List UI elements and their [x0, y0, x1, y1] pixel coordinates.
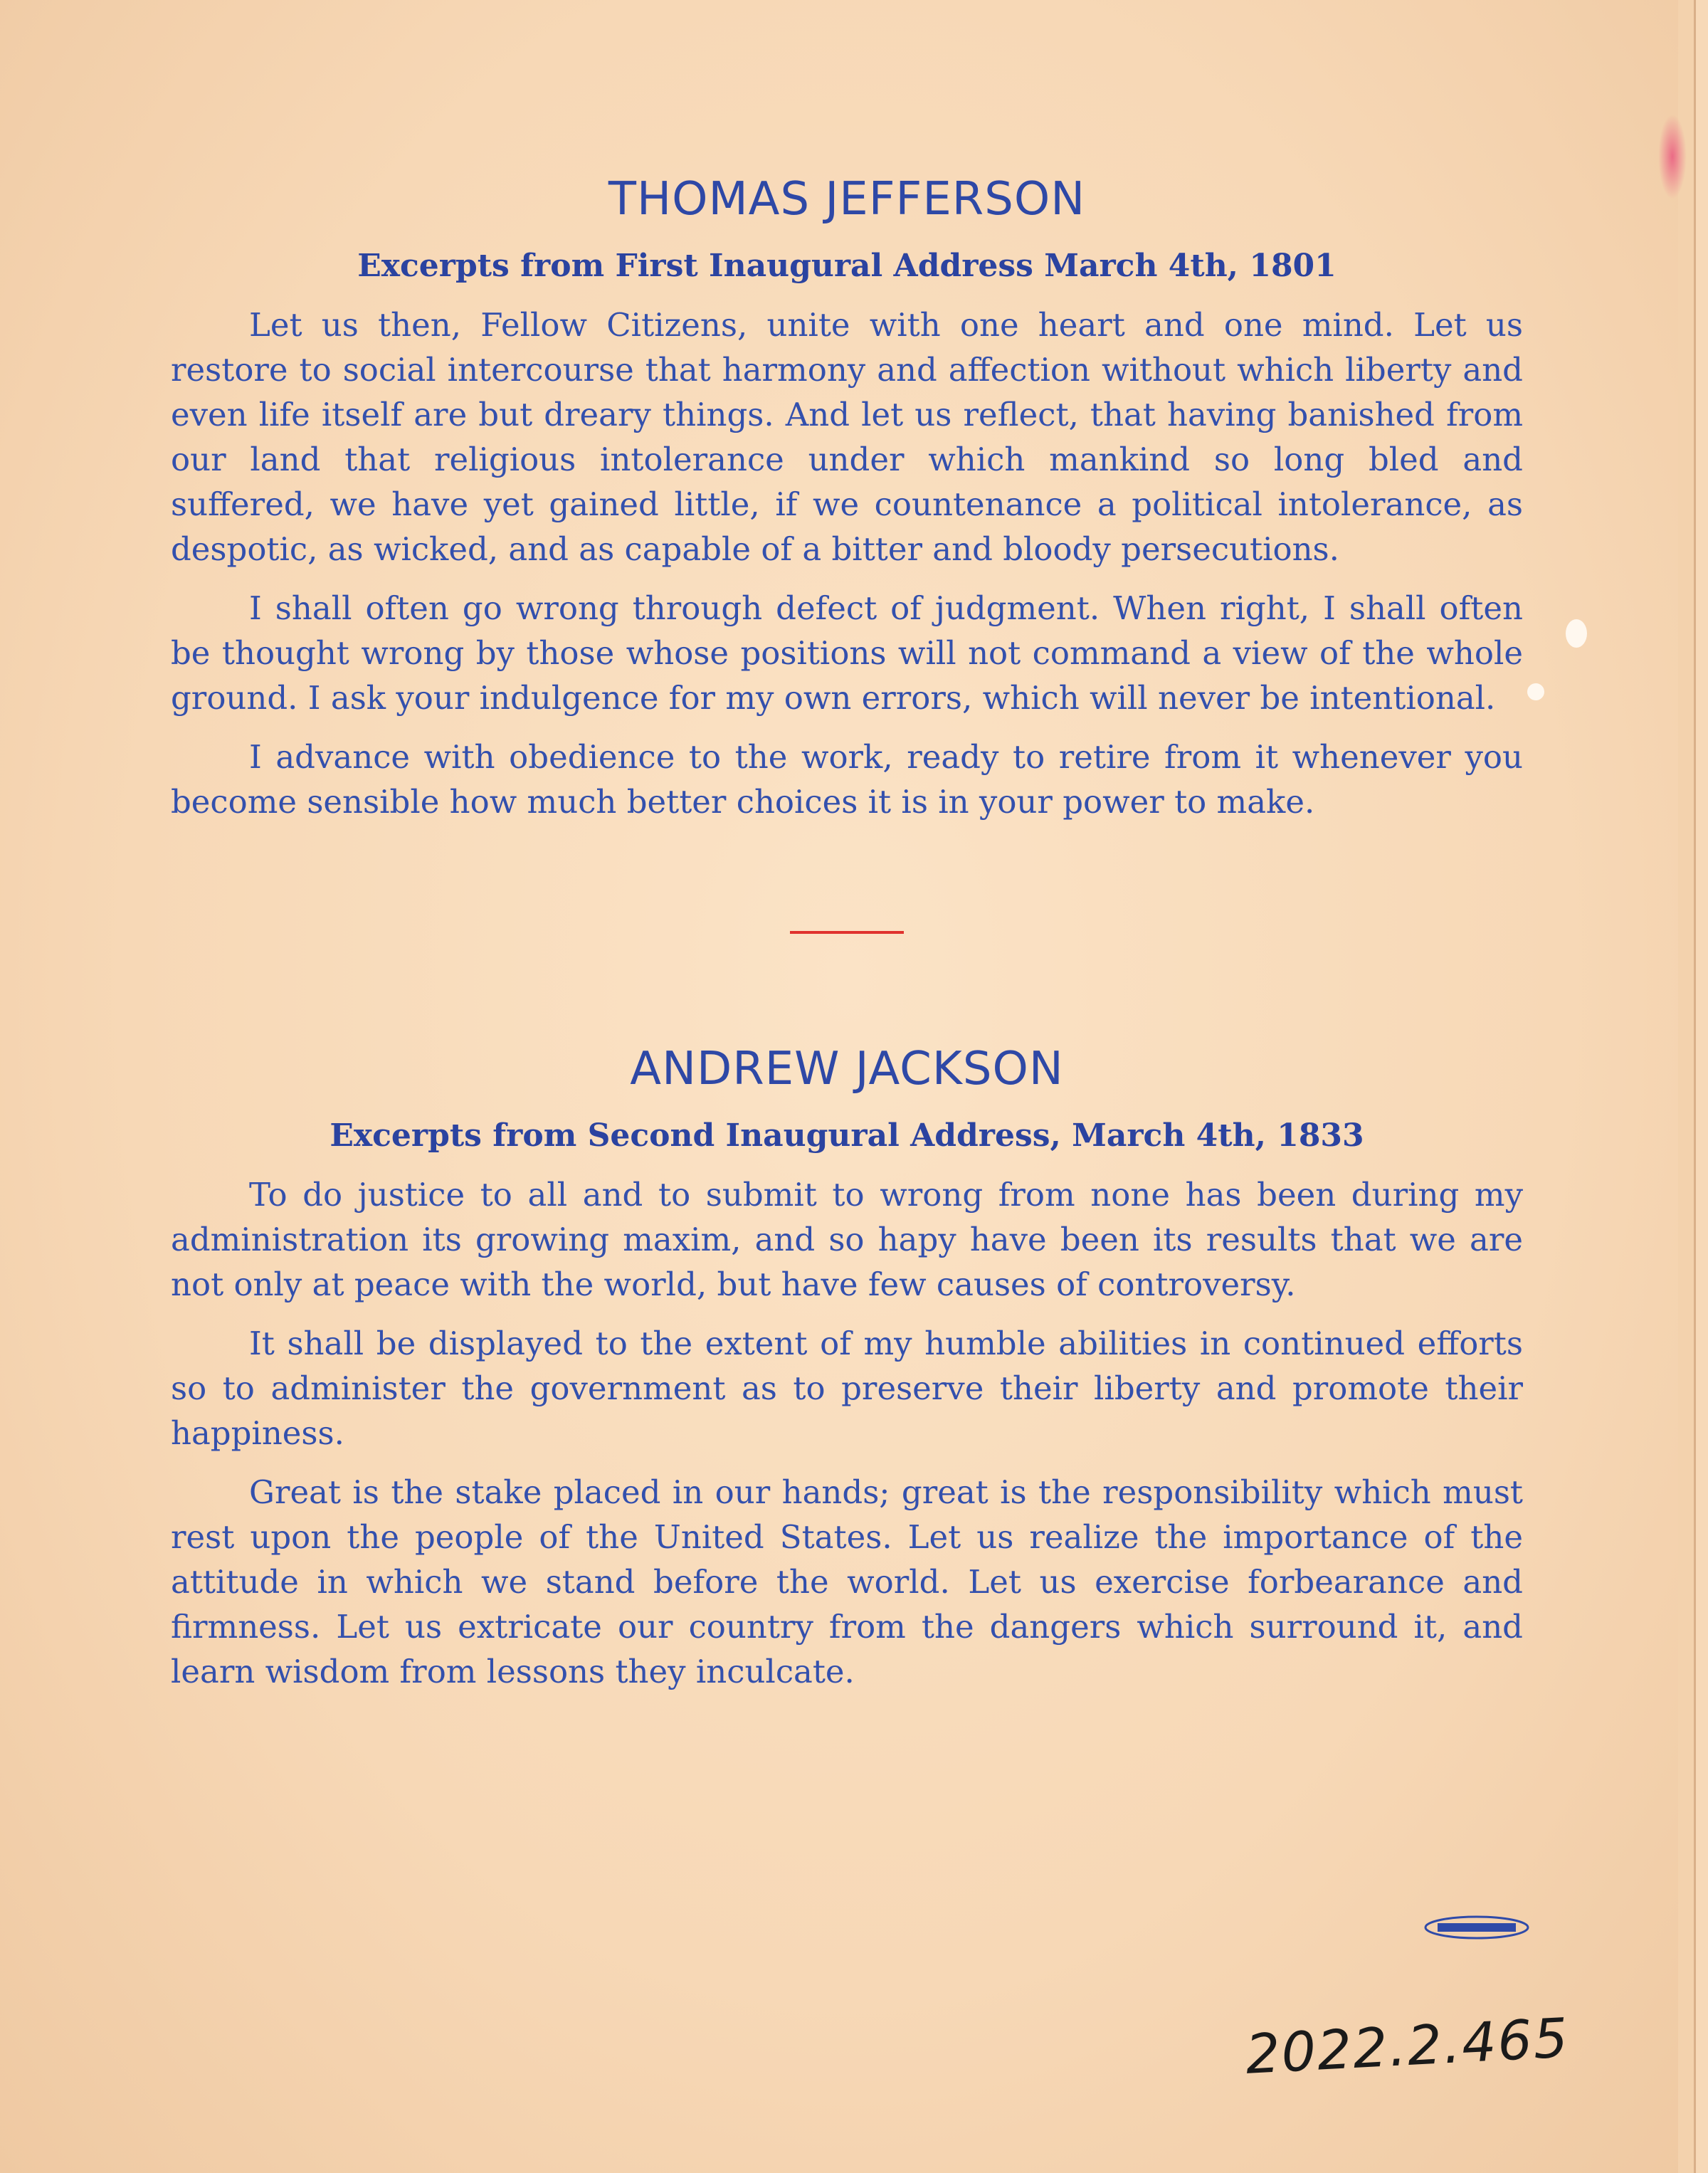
ink-stain — [1658, 114, 1687, 199]
paragraph: To do justice to all and to submit to wrong from none has been during my administration its growing maxim, and so hapy have been its results that we are not only at peace with the world, but have few causes of controversy. — [171, 1176, 1523, 1303]
paragraph: I shall often go wrong through defect of judgment. When right, I shall often be thought wrong by those whose positions will not command a view of the whole ground. I ask your indulgence for my own errors, which will never be intentional. — [171, 589, 1523, 717]
union-label-mark — [1423, 1915, 1530, 1940]
paragraph: I advance with obedience to the work, ready to retire from it whenever you become sensible how much better choices it is in your power to make. — [171, 738, 1523, 821]
paragraph: Let us then, Fellow Citizens, unite with one heart and one mind. Let us restore to social intercourse that harmony and affection without which liberty and even life itself are but dreary things. And let us reflect, that having banished from our land that religious intolerance under which mankind so long bled and suffered, we have yet gained little, if we countenance a political intolerance, as despotic, as wicked, and as capable of a bitter and bloody persecutions. — [171, 306, 1523, 568]
section-title: ANDREW JACKSON — [630, 1043, 1064, 1095]
section-title: THOMAS JEFFERSON — [608, 173, 1086, 226]
paper-blemish — [1566, 619, 1587, 648]
jackson-section — [171, 1041, 1523, 1694]
section-subtitle: Excerpts from Second Inaugural Address, March 4th, 1833 — [330, 1117, 1364, 1154]
paper-blemish — [1527, 683, 1544, 700]
paper-edge — [1678, 0, 1694, 2173]
section-subtitle: Excerpts from First Inaugural Address March 4th, 1801 — [357, 248, 1337, 284]
document-content — [171, 171, 1523, 1708]
paragraph: Great is the stake placed in our hands; great is the responsibility which must rest upon the people of the United States. Let us realize the importance of the attitude in which we stand before the world. Let us exercise forbearance and firmness. Let us extricate our country from the dangers which surround it, and learn wisdom from lessons they inculcate. — [171, 1473, 1523, 1690]
paragraph: It shall be displayed to the extent of my humble abilities in continued efforts so to administer the government as to preserve their liberty and promote their happiness. — [171, 1325, 1523, 1452]
jefferson-section — [171, 171, 1523, 824]
accession-number: 2022.2.465 — [1243, 2006, 1571, 2086]
section-divider — [790, 931, 904, 934]
